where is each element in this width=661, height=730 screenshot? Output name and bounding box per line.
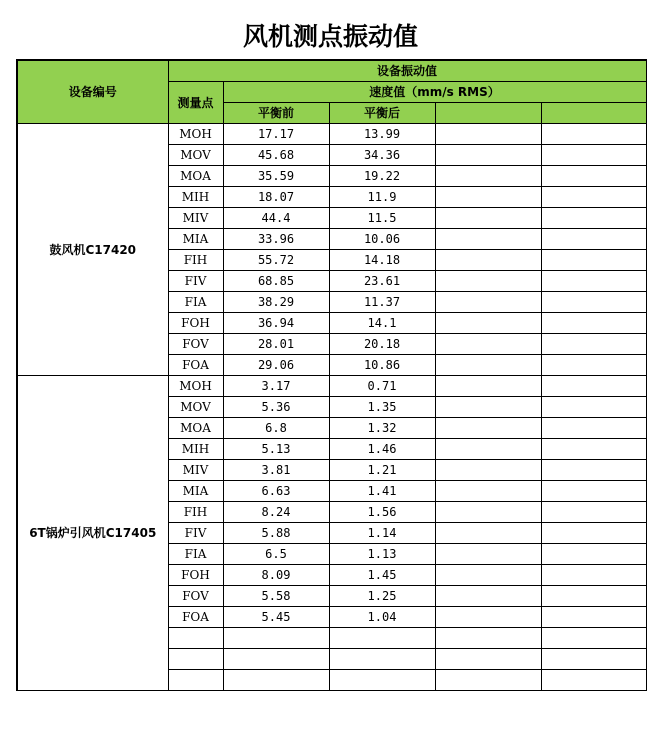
empty-cell <box>541 627 646 648</box>
table-row <box>17 123 646 144</box>
value-before: 55.72 <box>223 249 329 270</box>
value-before <box>223 669 329 690</box>
value-after: 1.32 <box>329 417 435 438</box>
empty-cell <box>541 249 646 270</box>
measurement-point: MIH <box>168 438 223 459</box>
measurement-point: MOH <box>168 123 223 144</box>
value-after: 23.61 <box>329 270 435 291</box>
empty-cell <box>435 669 541 690</box>
value-after: 1.45 <box>329 564 435 585</box>
velocity-header: 速度值（mm/s RMS） <box>223 81 646 102</box>
value-before: 18.07 <box>223 186 329 207</box>
empty-cell <box>541 438 646 459</box>
empty-cell <box>435 417 541 438</box>
empty-cell <box>435 354 541 375</box>
empty-cell <box>435 186 541 207</box>
empty-cell <box>541 228 646 249</box>
value-after: 1.46 <box>329 438 435 459</box>
measurement-point: FIH <box>168 249 223 270</box>
value-after: 1.13 <box>329 543 435 564</box>
measurement-point: MIV <box>168 207 223 228</box>
value-before: 5.88 <box>223 522 329 543</box>
empty-cell <box>541 165 646 186</box>
value-after: 34.36 <box>329 144 435 165</box>
value-before: 33.96 <box>223 228 329 249</box>
empty-cell <box>435 543 541 564</box>
value-after: 1.41 <box>329 480 435 501</box>
vibration-header: 设备振动值 <box>168 60 646 81</box>
empty-cell <box>541 270 646 291</box>
empty-cell <box>541 375 646 396</box>
value-after: 20.18 <box>329 333 435 354</box>
empty-cell <box>435 459 541 480</box>
empty-cell <box>435 648 541 669</box>
empty-cell <box>541 417 646 438</box>
value-before: 29.06 <box>223 354 329 375</box>
empty-cell <box>435 270 541 291</box>
device-id-header: 设备编号 <box>17 60 168 123</box>
page-title: 风机测点振动值 <box>242 22 418 51</box>
value-before: 17.17 <box>223 123 329 144</box>
measurement-point: FOV <box>168 333 223 354</box>
vibration-table <box>16 59 647 691</box>
empty-cell <box>541 501 646 522</box>
value-after: 11.9 <box>329 186 435 207</box>
measurement-point <box>168 648 223 669</box>
empty-header-cell <box>435 102 541 123</box>
value-after: 11.37 <box>329 291 435 312</box>
value-before: 6.8 <box>223 417 329 438</box>
empty-cell <box>541 480 646 501</box>
empty-cell <box>541 207 646 228</box>
empty-cell <box>541 585 646 606</box>
measurement-point: FOH <box>168 312 223 333</box>
measurement-point: FIV <box>168 270 223 291</box>
value-before: 5.13 <box>223 438 329 459</box>
empty-cell <box>541 648 646 669</box>
empty-cell <box>541 333 646 354</box>
empty-cell <box>435 585 541 606</box>
value-after: 11.5 <box>329 207 435 228</box>
measurement-point: MOA <box>168 417 223 438</box>
value-after: 0.71 <box>329 375 435 396</box>
point-header: 测量点 <box>168 81 223 123</box>
empty-cell <box>541 669 646 690</box>
value-after: 14.18 <box>329 249 435 270</box>
empty-cell <box>435 501 541 522</box>
value-after: 19.22 <box>329 165 435 186</box>
empty-cell <box>541 144 646 165</box>
value-after <box>329 669 435 690</box>
empty-cell <box>435 249 541 270</box>
empty-cell <box>541 459 646 480</box>
measurement-point: MOA <box>168 165 223 186</box>
empty-cell <box>435 123 541 144</box>
value-after: 1.14 <box>329 522 435 543</box>
value-before <box>223 627 329 648</box>
value-before: 3.81 <box>223 459 329 480</box>
value-before: 5.58 <box>223 585 329 606</box>
measurement-point: MIV <box>168 459 223 480</box>
value-before: 3.17 <box>223 375 329 396</box>
empty-cell <box>435 522 541 543</box>
measurement-point: FOH <box>168 564 223 585</box>
empty-cell <box>435 207 541 228</box>
empty-cell <box>541 564 646 585</box>
value-before: 8.09 <box>223 564 329 585</box>
after-header: 平衡后 <box>329 102 435 123</box>
empty-cell <box>435 144 541 165</box>
empty-cell <box>541 522 646 543</box>
value-before: 38.29 <box>223 291 329 312</box>
empty-cell <box>435 606 541 627</box>
value-after: 1.35 <box>329 396 435 417</box>
empty-cell <box>541 606 646 627</box>
empty-cell <box>541 312 646 333</box>
value-after: 14.1 <box>329 312 435 333</box>
empty-header-cell <box>541 102 646 123</box>
empty-cell <box>541 291 646 312</box>
empty-cell <box>435 438 541 459</box>
empty-cell <box>435 375 541 396</box>
empty-cell <box>541 354 646 375</box>
empty-cell <box>541 123 646 144</box>
measurement-point <box>168 669 223 690</box>
value-before: 45.68 <box>223 144 329 165</box>
value-before: 35.59 <box>223 165 329 186</box>
empty-cell <box>435 396 541 417</box>
measurement-point: FOA <box>168 606 223 627</box>
empty-cell <box>435 333 541 354</box>
empty-cell <box>435 228 541 249</box>
measurement-point: FIH <box>168 501 223 522</box>
value-after: 10.86 <box>329 354 435 375</box>
empty-cell <box>541 543 646 564</box>
value-after: 1.21 <box>329 459 435 480</box>
empty-cell <box>435 564 541 585</box>
value-after: 13.99 <box>329 123 435 144</box>
measurement-point: FOV <box>168 585 223 606</box>
measurement-point: MOH <box>168 375 223 396</box>
value-before: 36.94 <box>223 312 329 333</box>
value-before: 5.45 <box>223 606 329 627</box>
measurement-point <box>168 627 223 648</box>
value-after <box>329 627 435 648</box>
empty-cell <box>541 186 646 207</box>
value-before <box>223 648 329 669</box>
value-before: 28.01 <box>223 333 329 354</box>
value-after: 10.06 <box>329 228 435 249</box>
measurement-point: MIA <box>168 228 223 249</box>
table-row <box>17 375 646 396</box>
value-before: 6.5 <box>223 543 329 564</box>
value-before: 44.4 <box>223 207 329 228</box>
empty-cell <box>541 396 646 417</box>
measurement-point: MOV <box>168 144 223 165</box>
device-name: 鼓风机C17420 <box>17 123 168 375</box>
value-after: 1.56 <box>329 501 435 522</box>
value-before: 8.24 <box>223 501 329 522</box>
empty-cell <box>435 627 541 648</box>
value-before: 6.63 <box>223 480 329 501</box>
measurement-point: FIA <box>168 291 223 312</box>
value-before: 68.85 <box>223 270 329 291</box>
value-after <box>329 648 435 669</box>
empty-cell <box>435 165 541 186</box>
measurement-point: MOV <box>168 396 223 417</box>
before-header: 平衡前 <box>223 102 329 123</box>
value-before: 5.36 <box>223 396 329 417</box>
empty-cell <box>435 291 541 312</box>
value-after: 1.25 <box>329 585 435 606</box>
measurement-point: FIV <box>168 522 223 543</box>
empty-cell <box>435 480 541 501</box>
value-after: 1.04 <box>329 606 435 627</box>
empty-cell <box>435 312 541 333</box>
device-name: 6T锅炉引风机C17405 <box>17 375 168 690</box>
measurement-point: MIH <box>168 186 223 207</box>
measurement-point: MIA <box>168 480 223 501</box>
measurement-point: FIA <box>168 543 223 564</box>
measurement-point: FOA <box>168 354 223 375</box>
